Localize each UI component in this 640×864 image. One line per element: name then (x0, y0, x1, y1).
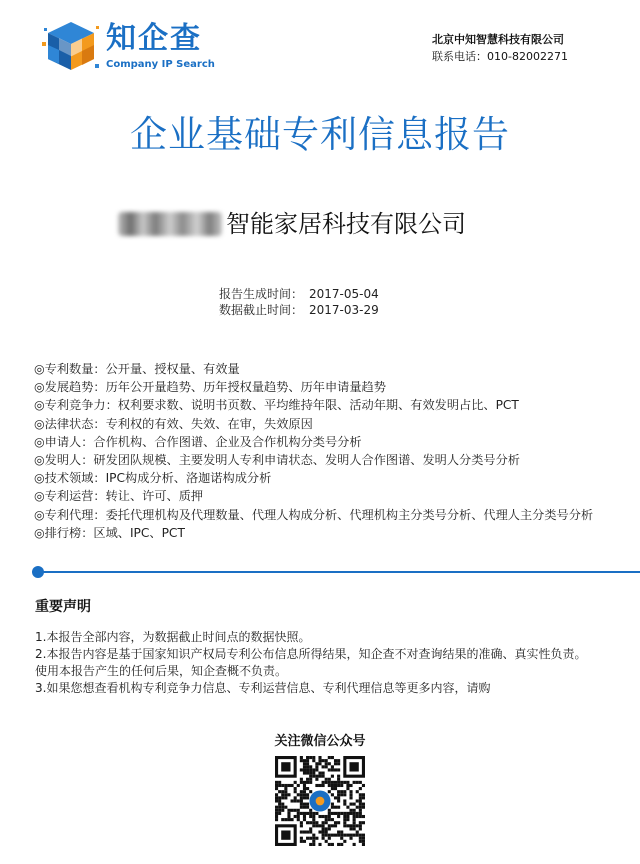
list-item: 1.本报告全部内容，为数据截止时间点的数据快照。 (35, 630, 311, 644)
divider-dot-icon (32, 566, 44, 578)
list-item: 3.如果您想查看机构专利竞争力信息、专利运营信息、专利代理信息等更多内容，请购 (35, 681, 491, 695)
date-label: 报告生成时间： (219, 287, 304, 301)
qr-code-icon[interactable] (275, 756, 365, 846)
report-header (0, 0, 640, 90)
date-row-cutoff (219, 302, 379, 318)
list-item: ◎专利数量：公开量、授权量、有效量 (34, 362, 240, 376)
list-item: 使用本报告产生的任何后果，知企查概不负责。 (35, 664, 288, 678)
date-label: 数据截止时间： (219, 303, 304, 317)
list-item: ◎专利运营：转让、许可、质押 (34, 489, 204, 504)
redacted-name-block (118, 212, 222, 236)
list-item: ◎发明人：研发团队规模、主要发明人专利申请状态、发明人合作图谱、发明人分类号分析 (34, 453, 520, 468)
issuer-company-name: 北京中知智慧科技有限公司 (432, 33, 564, 46)
feature-list (34, 360, 640, 542)
list-item: 2.本报告内容是基于国家知识产权局专利公布信息所得结果，知企查不对查询结果的准确、真实性负责。 (35, 647, 587, 661)
logo-title: 知企查 (106, 21, 202, 56)
notice-heading: 重要声明 (35, 599, 91, 615)
list-item: ◎发展趋势：历年公开量趋势、历年授权量趋势、历年申请量趋势 (34, 380, 386, 395)
issuer-contact: 联系电话：010-82002271 (432, 50, 568, 63)
issuer-info (432, 31, 568, 65)
report-dates (219, 286, 379, 318)
cube-logo-icon (42, 20, 100, 72)
logo-subtitle: Company IP Search (106, 59, 215, 70)
list-item: ◎排行榜：区域、IPC、PCT (34, 525, 185, 540)
divider-line (36, 571, 640, 573)
date-value: 2017-05-04 (309, 287, 379, 301)
subject-company (118, 204, 466, 244)
wechat-label: 关注微信公众号 (274, 734, 366, 749)
section-divider (32, 563, 640, 581)
list-item: ◎技术领域：IPC构成分析、洛迦诺构成分析 (34, 471, 272, 486)
date-row-generated (219, 286, 379, 302)
list-item: ◎申请人：合作机构、合作图谱、企业及合作机构分类号分析 (34, 434, 362, 449)
list-item: ◎法律状态：专利权的有效、失效、在审，失效原因 (34, 416, 313, 431)
report-title: 企业基础专利信息报告 (130, 113, 510, 156)
notice-list (35, 629, 635, 697)
list-item: ◎专利竞争力：权利要求数、说明书页数、平均维持年限、活动年期、有效发明占比、PCT (34, 398, 519, 413)
date-value: 2017-03-29 (309, 303, 379, 317)
list-item: ◎专利代理：委托代理机构及代理数量、代理人构成分析、代理机构主分类号分析、代理人主分类号分析 (34, 507, 594, 522)
subject-company-name: 智能家居科技有限公司 (226, 210, 466, 238)
